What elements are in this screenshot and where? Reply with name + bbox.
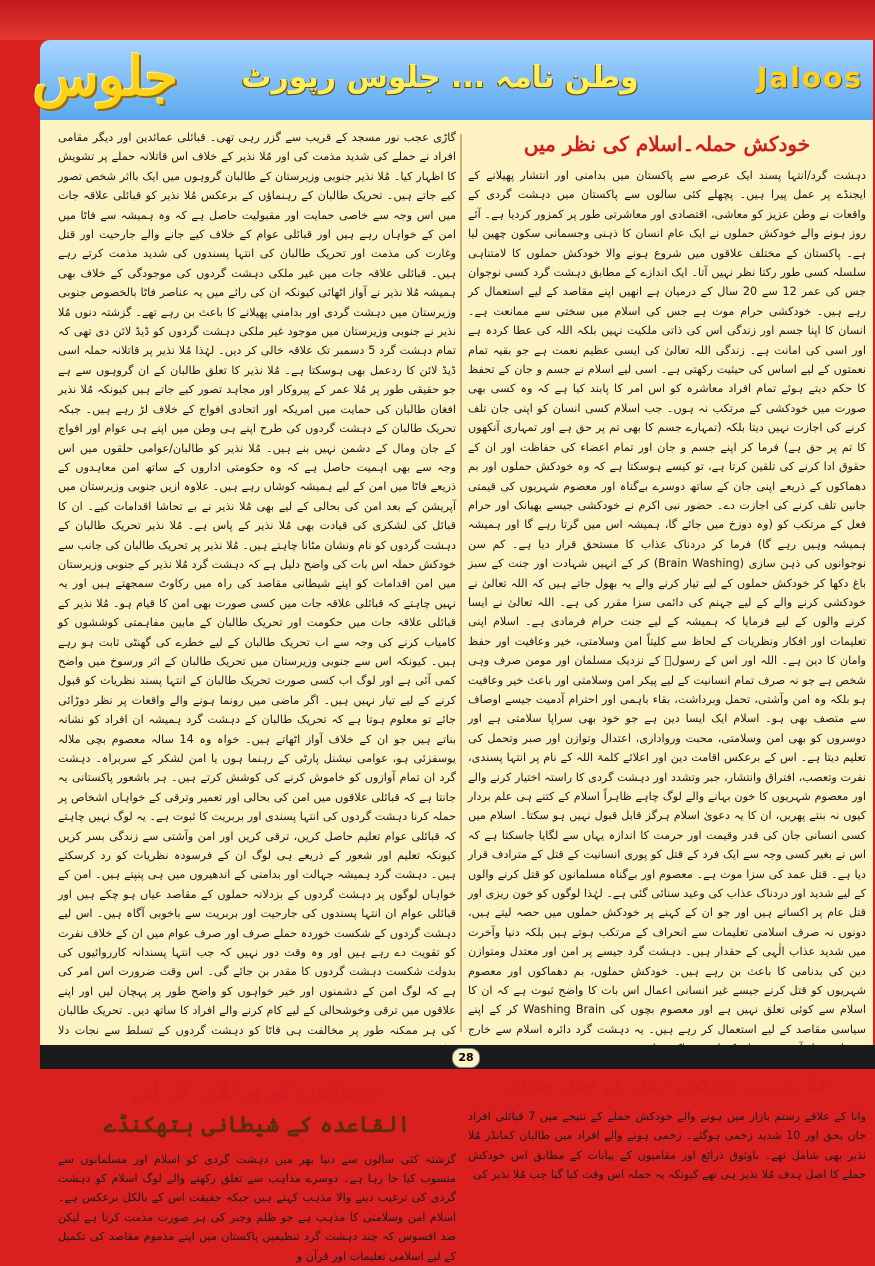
article-body-mulla-nazir: وانا کے علاقے رستم بازار میں ہونے والے خودکش حملے کے نتیجے میں 7 قبائلی افراد جاں بحق اور 10 شدید زخمی ہوگئے۔ زخمی ہونے والے افراد میں طالبان کمانڈر مُلا نذیر بھی شامل تھے۔ باوثوق ذرائع اور مقامیوں کے بیانات کے مطابق اس خودکش حملے کا اصل ہدف مُلا نذیر ہی تھے کیونکہ یہ حملہ اس وقت کیا گیا جب مُلا نذیر کی xyxy=(468,1109,866,1181)
column-divider xyxy=(460,134,462,1032)
footer-bar xyxy=(40,1045,875,1069)
masthead xyxy=(32,40,873,120)
article-body-continued: گاڑی عجب نور مسجد کے قریب سے گزر رہی تھی۔ قبائلی عمائدین اور دیگر مقامی افراد نے حملے کی شدید مذمت کی اور مُلا نذیر کے خلاف اس قاتلانہ حملے پر تشویش کا اظہار کیا۔ مُلا نذیر جنوبی وزیرستان کے طالبان گروہوں میں ایک بااثر شخص تصور کیے جاتے ہیں۔ تحریک طالبان کے رہنماؤں کے برعکس مُلا نذیر کو قبائلی علاقہ جات میں اس وجہ سے خاصی حمایت اور مقبولیت حاصل ہے کہ وہ ہمیشہ سے فاٹا میں امن کے خواہاں رہے ہیں اور قبائلی عوام کے خلاف کیے جانے والے جارحیت اور قتل وغارت کی مذمت اور تحریک طالبان کی انتہا پسندوں کی شدید مذمت کرتے رہے ہیں۔ قبائلی علاقہ جات میں غیر ملکی دہشت گردوں کی موجودگی کے خلاف بھی ہمیشہ مُلا نذیر نے آواز اٹھائی کیونکہ ان کی رائے میں یہ عناصر فاٹا بالخصوص جنوبی وزیرستان میں دہشت گردی اور بدامنی پھیلانے کا باعث بن رہے تھے۔ گزشتہ دنوں مُلا نذیر نے جنوبی وزیرستان میں موجود غیر ملکی دہشت گردوں کو ڈیڈ لائن دی تھی کہ تمام دہشت گرد 5 دسمبر تک علاقہ خالی کر دیں۔ لہٰذا مُلا نذیر پر قاتلانہ حملہ اسی ڈیڈ لائن کا ردعمل بھی ہوسکتا ہے۔ مُلا نذیر کا تعلق طالبان کے ان گروہوں سے ہے جو حقیقی طور پر مُلا عمر کے پیروکار اور مجاہد تصور کیے جاتے ہیں کیونکہ مُلا نذیر افغان طالبان کی حمایت میں امریکہ اور اتحادی افواج کے خلاف لڑ رہے ہیں۔ جبکہ تحریک طالبان کے دہشت گردوں کی طرح اپنے ہی وطن میں اپنے ہی عوام اور افواج کے جان ومال کے دشمن نہیں بنے ہیں۔ مُلا نذیر کو طالبان/عوامی حلقوں میں اس وجہ سے بھی اہمیت حاصل ہے کہ وہ حکومتی اداروں کے ساتھ امن معاہدوں کے ذریعے فاٹا میں امن کے لیے ہمیشہ کوشاں رہے ہیں۔ علاوہ ازیں جنوبی وزیرستان میں آپریشن کے بعد امن کی بحالی کے لیے بھی مُلا نذیر نے بے تحاشا اقدامات کیے۔ ان کا قبائل کی لشکری کی قیادت بھی مُلا نذیر کے پاس ہے۔ مُلا نذیر تحریک طالبان کے دہشت گردوں کو نام ونشان مٹانا چاہتے ہیں۔ مُلا نذیر پر تحریک طالبان کی جانب سے خودکش حملہ اس بات کی واضح دلیل ہے کہ دہشت گرد مُلا نذیر کے جنوبی وزیرستان میں امن اقدامات کو اپنے شیطانی مقاصد کی راہ میں رکاوٹ سمجھتے ہیں اور یہ نہیں چاہتے کہ قبائلی علاقہ جات میں کسی صورت بھی امن کا قیام ہو۔ مُلا نذیر کے قبائلی علاقہ جات میں حکومت اور تحریک طالبان کے مابین مفاہمتی کوششوں کو کامیاب کرنے کی وجہ سے اب تحریک طالبان کے لیے خطرے کی گھنٹی ثابت ہو رہے ہیں۔ کیونکہ اس سے جنوبی وزیرستان میں تحریک طالبان کے اثر ورسوخ میں واضح کمی آئی ہے اور لوگ اب کسی صورت تحریک طالبان کے انتہا پسند نظریات کو قبول کرنے کے لیے تیار نہیں ہیں۔ اگر ماضی میں رونما ہونے والے واقعات پر نظر دوڑائی جائے تو معلوم ہوتا ہے کہ تحریک طالبان کے دہشت گرد ہمیشہ ان افراد کو نشانہ بناتے ہیں جو ان کے خلاف آواز اٹھاتے ہیں۔ خواہ وہ 14 سالہ معصوم بچی ملالہ یوسفزئی ہو، عوامی نیشنل پارٹی کے رہنما ہوں یا امن لشکر کے سربراہ۔ دہشت گرد ان تمام آوازوں کو خاموش کرنے کی کوشش کرتے ہیں۔ ہر باشعور پاکستانی یہ جانتا ہے کہ قبائلی علاقوں میں امن کی بحالی اور تعمیر وترقی کے خواہاں اشخاص پر حملہ کرنا دہشت گردوں کی انتہا پسندی اور بربریت کا ثبوت ہے۔ یہ لوگ نہیں چاہتے کہ قبائلی عوام تعلیم حاصل کریں، ترقی کریں اور امن وآشتی سے زندگی بسر کریں کیونکہ تعلیم اور شعور کے ذریعے ہی لوگ ان کے فرسودہ نظریات کو رد کرسکتے ہیں۔ دہشت گرد ہمیشہ جہالت اور بدامنی کے اندھیروں میں ہی پنپتے ہیں۔ امن کے خواہاں لوگوں پر دہشت گردوں کے بزدلانہ حملوں کے مقاصد عیاں ہو چکے ہیں اور قبائلی عوام ان انتہا پسندوں کی جارحیت اور بربریت سے باخوبی آگاہ ہیں۔ اس لیے دہشت گردوں کے شکست خوردہ حملے صرف اور صرف عوام میں ان کے خلاف نفرت کو تقویت دے رہے ہیں اور وہ وقت دور نہیں کہ جب انتہا پسندانہ کارروائیوں کی بدولت شکست دہشت گردوں کا مقدر بن جائے گی۔ اس وقت ضرورت اس امر کی ہے کہ لوگ امن کے دشمنوں اور خیر خواہوں کو واضح طور پر پہچان لیں اور اپنے علاقوں میں ترقی وخوشحالی کے لیے کام کرنے والے افراد کا ساتھ دیں۔ تحریک طالبان کی ہر ممکنہ طور پر مخالفت ہی فاٹا کو دہشت گردوں کے تسلط سے نجات دلا xyxy=(58,131,456,1037)
magazine-logo-latin: Jaloos xyxy=(756,61,863,94)
article-body-alqaeda: گزشتہ کئی سالوں سے دنیا بھر میں دہشت گردی کو اسلام اور مسلمانوں سے منسوب کیا جا رہا ہے۔ دوسرے مذاہب سے تعلق رکھنے والے لوگ اسلام کو دہشت گردی کی ترغیب دینے والا مذہب کہتے ہیں جبکہ حقیقت اس کے بالکل برعکس ہے۔ اسلام امن وسلامتی کا مذہب ہے جو ظلم وجبر کی ہر صورت مذمت کرتا ہے لیکن صد افسوس کہ چند دہشت گرد تنظیمیں پاکستان میں اپنے مذموم مقاصد کی تکمیل کے لیے اسلامی تعلیمات اور قرآن و xyxy=(58,1152,456,1263)
article-heading-suicide-attack: خودکش حملہ۔اسلام کی نظر میں xyxy=(523,132,811,156)
article-heading-alqaeda: القاعدہ کے شیطانی ہتھکنڈے xyxy=(103,1111,411,1138)
left-column xyxy=(58,128,456,1263)
page-number: 28 xyxy=(452,1048,480,1068)
section-title: وطن نامہ ... جلوس رپورٹ xyxy=(241,60,639,95)
article-heading-youth: نوجوانوں کو ورغلانے کے لیے xyxy=(132,1077,382,1104)
article-heading-mulla-nazir: مُلا نذیر پر خودکش حملے کے اصل حقائق xyxy=(505,1074,829,1097)
magazine-logo-urdu: جلوس xyxy=(32,44,178,108)
right-column xyxy=(468,128,866,1181)
top-red-band xyxy=(0,0,875,40)
article-body-suicide-attack: دہشت گرد/انتہا پسند ایک عرصے سے پاکستان میں بدامنی اور انتشار پھیلانے کے ایجنڈے پر عمل پیرا ہیں۔ پچھلے کئی سالوں سے پاکستان میں دہشت گردی کے واقعات نے وطن عزیز کو معاشی، اقتصادی اور معاشرتی طور پر کمزور کردیا ہے۔ آئے روز ہونے والے خودکش حملوں نے ایک عام انسان کا ذہنی وجسمانی سکون چھین لیا ہے۔ پاکستان کے مختلف علاقوں میں شروع ہونے والا خودکش حملوں کا لامتناہی سلسلہ کسی طور رکتا نظر نہیں آتا۔ ایک اندازے کے مطابق دہشت گرد کسی نوجوان جس کی عمر 12 سے 20 سال کے درمیان ہے انھیں اپنے مقاصد کے لیے استعمال کر رہے ہیں۔ خودکشی حرام موت ہے جس کی اسلام میں سختی سے ممانعت ہے۔ انسان کا اپنا جسم اور زندگی اس کی ذاتی ملکیت نہیں بلکہ اللہ کی عطا کردہ ہے اور اسی کی امانت ہے۔ زندگی اللہ تعالیٰ کی ایسی عظیم نعمت ہے جو بقیہ تمام نعمتوں کے لیے اساس کی حیثیت رکھتی ہے۔ اسی لیے اسلام نے جسم و جان کے تحفظ کا حکم دیتے ہوئے تمام افراد معاشرہ کو اس امر کا پابند کیا ہے کہ وہ کسی بھی صورت میں خودکشی کے مرتکب نہ ہوں۔ جب اسلام کسی انسان کو اپنی جان تلف کرنے کی اجازت نہیں دیتا بلکہ (تمہارے جسم کا بھی تم پر حق ہے اور تمہاری آنکھوں کا تم پر حق ہے) فرما کر اپنے جسم و جان اور تمام اعضاء کی حفاظت اور ان کے حقوق ادا کرنے کی تلقین کرتا ہے، تو کیسے ہوسکتا ہے کہ وہ خودکش حملوں اور بم دھماکوں کے ذریعے اپنی جان کے ساتھ دوسرے بےگناہ اور معصوم شہریوں کی قیمتی جانیں تلف کرنے کی اجازت دے۔ حضور نبی اکرم نے خودکشی جیسے بھیانک اور حرام فعل کے مرتکب کو (وہ دوزخ میں جائے گا، ہمیشہ اس میں گرتا رہے گا اور ہمیشہ ہمیشہ وہیں رہے گا) فرما کر دردناک عذاب کا مستحق قرار دیا ہے۔ کم سن نوجوانوں کی ذہن سازی (Brain Washing) کر کے انہیں شہادت اور جنت کے سبز باغ دکھا کر خودکش حملوں کے لیے تیار کرنے والے یہ بھول جاتے ہیں کہ اللہ تعالیٰ نے خودکشی کرنے والے کے لیے جہنم کی دائمی سزا مقرر کی ہے۔ اللہ تعالیٰ نے ایسا کرنے والوں کے لیے فرمایا کہ ہمیشہ کے لیے جنت حرام فرمادی ہے۔ اسلام اپنی تعلیمات اور افکار ونظریات کے لحاظ سے کلیتاً امن وسلامتی، خیر وعافیت اور حفظ وامان کا دین ہے۔ اللہ اور اس کے رسولؐ کے نزدیک مسلمان اور مومن صرف وہی شخص ہے جو نہ صرف تمام انسانیت کے لیے پیکر امن وسلامتی اور باعث خیر وعافیت ہو بلکہ وہ امن وآشتی، تحمل وبرداشت، بقاء باہمی اور احترام آدمیت جیسے اوصاف سے متصف بھی ہو۔ اسلام ایک ایسا دین ہے جو خود بھی سراپا سلامتی ہے اور دوسروں کو بھی امن وسلامتی، محبت ورواداری، اعتدال وتوازن اور صبر وتحمل کی تعلیم دیتا ہے۔ اس کے برعکس اقامت دین اور اعلائے کلمۃ اللہ کے نام پر انتہا پسندی، نفرت وتعصب، افتراق وانتشار، جبر وتشدد اور دہشت گردی کا راستہ اختیار کرنے والے اور معصوم شہریوں کا خون بہانے والے لوگ چاہے ظاہراً اسلام کے کتنے ہی علم بردار کیوں نہ بنتے پھریں، ان کا یہ دعویٰ اسلام ہرگز قابل قبول نہیں ہو سکتا۔ اسلام میں کسی انسانی جان کی قدر وقیمت اور حرمت کا اندازہ یہاں سے لگایا جاسکتا ہے کہ اس نے بغیر کسی وجہ سے ایک فرد کے قتل کو پوری انسانیت کے قتل کے مترادف قرار دیا ہے۔ قتل عمد کی سزا موت ہے۔ معصوم اور بےگناہ مسلمانوں کو قتل کرنے والوں کے لیے شدید اور دردناک عذاب کی وعید سنائی گئی ہے۔ لہٰذا لوگوں کو خون ریزی اور قتل عام پر اکساتے ہیں اور جو ان کے کہنے پر خودکش حملوں میں حصہ لیتے ہیں، دونوں نہ صرف اسلامی تعلیمات سے انحراف کے مرتکب ہوتے ہیں بلکہ دنیا وآخرت میں شدید عذاب الٰہی کے حقدار ہیں۔ دہشت گرد جیسے پر امن اور معتدل ومتوازن دین کی بدنامی کا باعث بن رہے ہیں۔ خودکش حملوں، بم دھماکوں اور معصوم شہریوں کو قتل کرنے جیسے غیر انسانی اعمال اس بات کا واضح ثبوت ہے کہ ان کا اسلام سے کوئی تعلق نہیں ہے اور معصوم بچوں کی Washing Brain کر کے اپنے سیاسی مقاصد کے لیے استعمال کر رہے ہیں۔ یہ دہشت گرد دائرہ اسلام سے خارج xyxy=(468,169,866,1036)
